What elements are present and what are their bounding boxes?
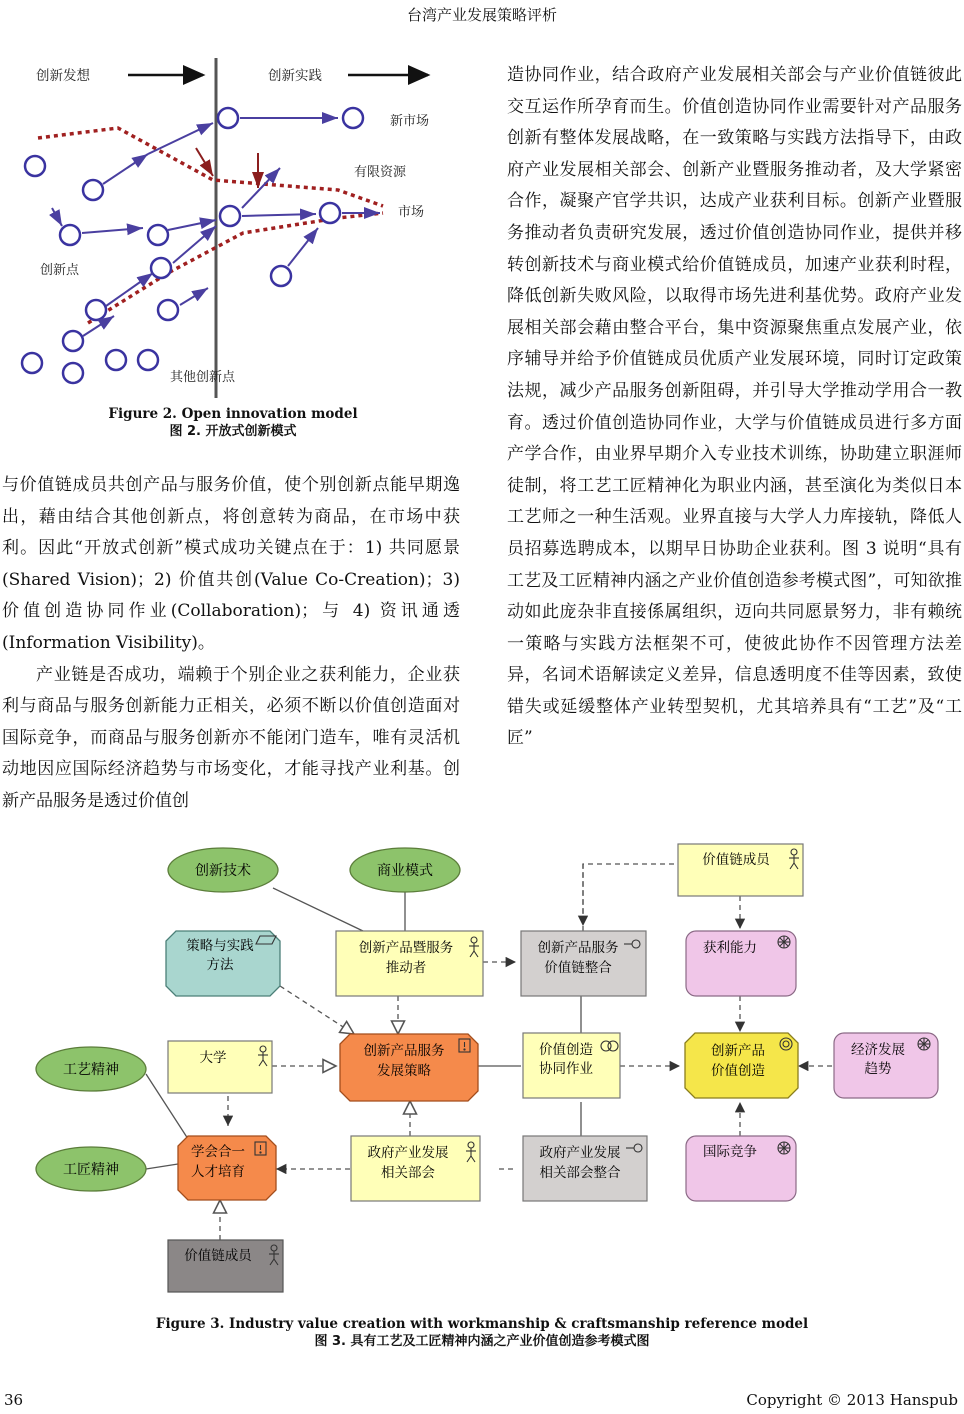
node-integration-1: 创新产品服务 (537, 940, 619, 956)
node-econ-trend-1: 经济发展 (851, 1042, 905, 1058)
node-gov-2: 相关部会 (381, 1165, 435, 1181)
node-value-creation-1: 创新产品 (711, 1043, 765, 1059)
left-paragraph-1: 与价值链成员共创产品与服务价值，使个别创新点能早期逸出，藉由结合其他创新点，将创意转为商品，在市场中获利。因此“开放式创新”模式成功关键点在于：1) 共同愿景(Shared Vision)；2) 价值共创(Value Co-Creation)；3) 价值创造协同作业(Collaboration)；与 4) 资讯通透(Information Visibility)。 (2, 475, 460, 653)
label-new-market: 新市场 (390, 114, 430, 129)
running-header: 台湾产业发展策略评析 (406, 6, 557, 24)
node-gov-1: 政府产业发展 (367, 1145, 449, 1161)
node-collab-2: 协同作业 (539, 1061, 593, 1077)
node-vc-member-bottom: 价值链成员 (184, 1248, 252, 1264)
node-talent-1: 学会合一 (191, 1144, 245, 1160)
node-gov-int-1: 政府产业发展 (539, 1145, 621, 1161)
node-intl-competition: 国际竞争 (703, 1144, 757, 1160)
figure-3-caption-en: Figure 3. Industry value creation with workmanship & craftsmanship reference model (155, 1316, 809, 1332)
node-business-model: 商业模式 (377, 863, 433, 879)
node-talent-2: 人才培育 (191, 1164, 245, 1180)
driver-icon (778, 936, 790, 948)
left-column-text (2, 470, 460, 818)
node-strategy-dev-1: 创新产品服务 (363, 1043, 445, 1059)
label-ideation: 创新发想 (36, 68, 90, 84)
node-strategy-dev-2: 发展策略 (377, 1063, 431, 1079)
node-collab-1: 价值创造 (539, 1042, 593, 1058)
node-workmanship: 工艺精神 (63, 1062, 119, 1078)
right-column-text (507, 60, 962, 755)
node-integration-2: 价值链整合 (544, 960, 612, 976)
figure-2-caption-en: Figure 2. Open innovation model (108, 406, 358, 422)
driver-icon (918, 1038, 930, 1050)
figure-3-caption-cn: 图 3. 具有工艺及工匠精神内涵之产业价值创造参考模式图 (314, 1334, 650, 1349)
figure-3-caption (0, 1316, 964, 1350)
figure-2-caption-cn: 图 2. 开放式创新模式 (169, 424, 297, 439)
node-profit: 获利能力 (703, 940, 757, 956)
node-gov-int-2: 相关部会整合 (539, 1165, 621, 1181)
label-limited-resources: 有限资源 (354, 165, 407, 180)
node-vc-member-top: 价值链成员 (702, 852, 770, 868)
label-market: 市场 (398, 205, 425, 220)
node-value-creation-2: 价值创造 (711, 1063, 765, 1079)
node-innovation-tech: 创新技术 (195, 863, 251, 879)
left-paragraph-2: 产业链是否成功，端赖于个别企业之获利能力，企业获利与商品与服务创新能力正相关，必须不断以价值创造面对国际竞争，而商品与服务创新亦不能闭门造车，唯有灵活机动地因应国际经济趋势与市场变化，才能寻找产业利基。创新产品服务是透过价值创 (2, 664, 460, 811)
node-econ-trend-2: 趋势 (864, 1061, 892, 1077)
driver-icon (778, 1142, 790, 1154)
figure-2-open-innovation-diagram (18, 58, 448, 398)
node-strategy-2: 方法 (206, 957, 234, 973)
node-university: 大学 (199, 1050, 227, 1066)
node-promoter-2: 推动者 (385, 960, 427, 976)
label-practice: 创新实践 (268, 68, 322, 84)
label-other-innovation-points: 其他创新点 (170, 370, 236, 385)
figure-2-caption (18, 406, 448, 440)
page-number: 36 (4, 1391, 24, 1409)
figure-3-reference-model-diagram (18, 836, 948, 1304)
node-promoter-1: 创新产品暨服务 (358, 940, 454, 956)
node-craftsmanship: 工匠精神 (63, 1162, 119, 1178)
copyright: Copyright © 2013 Hanspub (746, 1391, 958, 1409)
node-strategy-1: 策略与实践 (186, 938, 254, 954)
right-paragraph-1: 造协同作业，结合政府产业发展相关部会与产业价值链彼此交互运作所孕育而生。价值创造协同作业需要针对产品服务创新有整体发展战略，在一致策略与实践方法指导下，由政府产业发展相关部会、创新产业暨服务推动者，及大学紧密合作，凝聚产官学共识，达成产业获利目标。创新产业暨服务推动者负责研究发展，透过价值创造协同作业，提供并移转创新技术与商业模式给价值链成员，加速产业获利时程，降低创新失败风险，以取得市场先进利基优势。政府产业发展相关部会藉由整合平台，集中资源聚焦重点发展产业，依序辅导并给予价值链成员优质产业发展环境，同时订定政策法规，减少产品服务创新阻碍，并引导大学推动学用合一教育。透过价值创造协同作业，大学与价值链成员进行多方面产学合作，由业界早期介入专业技术训练，协助建立职涯师徒制，将工艺工匠精神化为职业内涵，甚至演化为类似日本工艺师之一种生活观。业界直接与大学人力库接轨，降低人员招募选聘成本，以期早日协助企业获利。图 3 说明“具有工艺及工匠精神内涵之产业价值创造参考模式图”，可知欲推动如此庞杂非直接係属组织，迈向共同愿景努力，非有赖统一策略与实践方法框架不可，使彼此协作不因管理方法差异，名词术语解读定义差异，信息透明度不佳等因素，致使错失或延缓整体产业转型契机，尤其培养具有“工艺”及“工匠” (507, 65, 962, 749)
label-innovation-points: 创新点 (40, 263, 80, 278)
